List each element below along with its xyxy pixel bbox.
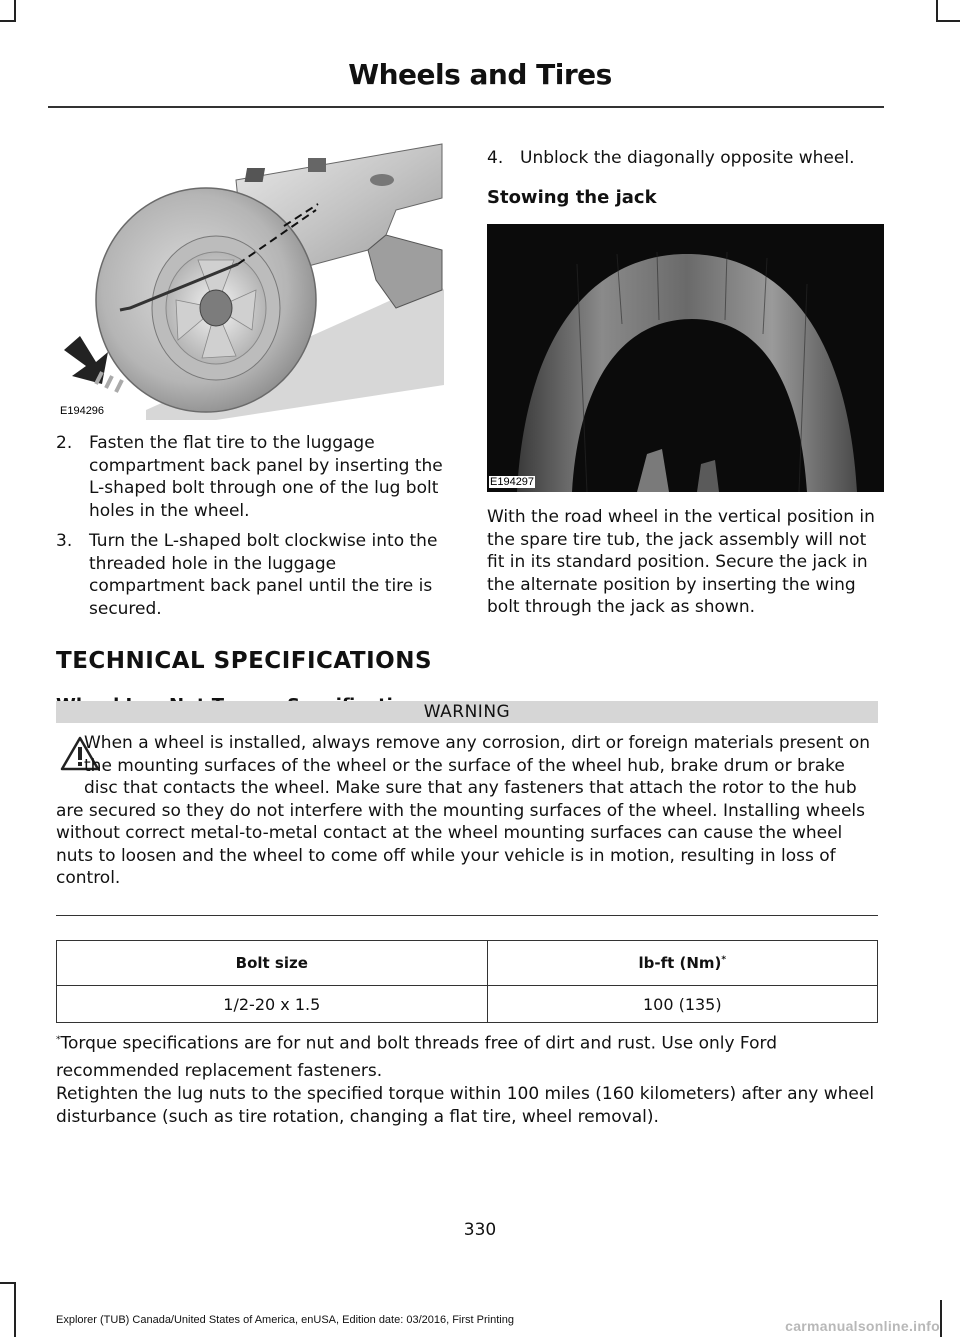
steps-list-left <box>56 432 448 628</box>
figure-id-left: E194296 <box>60 405 105 417</box>
footer-text: Explorer (TUB) Canada/United States of America, enUSA, Edition date: 03/2016, First Printing <box>56 1314 514 1326</box>
step-text: Unblock the diagonally opposite wheel. <box>520 148 855 168</box>
page-number: 330 <box>463 1220 497 1240</box>
header-divider <box>48 106 884 108</box>
crop-mark <box>14 0 16 22</box>
step-4 <box>487 148 887 168</box>
crop-mark <box>14 1282 16 1337</box>
crop-mark <box>0 20 16 22</box>
crop-mark <box>936 0 938 22</box>
list-item <box>56 432 448 522</box>
footnote-text: Torque specifications are for nut and bolt threads free of dirt and rust. Use only Ford recommended replacement fasteners. <box>56 1033 777 1081</box>
footnote <box>56 1027 886 1085</box>
table-row <box>57 986 878 1023</box>
warning-body: When a wheel is installed, always remove any corrosion, dirt or foreign materials present on the mounting surfaces of the wheel or the surface of the wheel hub, brake drum or brake disc that contacts the wheel. Make sure that any fasteners that attach the rotor to the hub are secured so they do not interfere with the mounting surfaces of the wheel. Installing wheels without correct metal-to-metal contact at the wheel mounting surfaces can cause the wheel nuts to loosen and the wheel to come off while your vehicle is in motion, resulting in loss of control. <box>56 733 871 888</box>
footnote-mark: * <box>56 1035 61 1045</box>
footnote-mark: * <box>721 955 727 965</box>
step-number: 3. <box>56 531 73 551</box>
step-number: 4. <box>487 148 504 168</box>
table-cell: 1/2-20 x 1.5 <box>57 986 488 1023</box>
list-item <box>56 530 448 620</box>
icon-spacer <box>56 732 84 796</box>
table-header-row <box>57 941 878 986</box>
section-heading: TECHNICAL SPECIFICATIONS <box>56 648 433 674</box>
page-title: Wheels and Tires <box>348 58 612 91</box>
table-cell: 100 (135) <box>487 986 877 1023</box>
stowing-heading: Stowing the jack <box>487 187 657 208</box>
column-header: lb-ft (Nm)* <box>487 941 877 986</box>
step-text: Fasten the flat tire to the luggage compartment back panel by inserting the L-shaped bolt through one of the lug bolt holes in the wheel. <box>89 433 443 521</box>
retighten-paragraph: Retighten the lug nuts to the specified torque within 100 miles (160 kilometers) after any wheel disturbance (such as tire rotation, changing a flat tire, wheel removal). <box>56 1084 875 1127</box>
spare-tire-illustration <box>56 140 444 420</box>
step-number: 2. <box>56 433 73 453</box>
warning-text <box>56 732 880 890</box>
crop-mark <box>936 20 960 22</box>
step-text: Turn the L-shaped bolt clockwise into the threaded hole in the luggage compartment back panel until the tire is secured. <box>89 531 438 619</box>
torque-spec-table <box>56 940 878 1023</box>
stowing-paragraph: With the road wheel in the vertical position in the spare tire tub, the jack assembly will not fit in its standard position. Secure the jack in the alternate position by inserting the wing bolt through the jack as shown. <box>487 507 875 617</box>
warning-divider <box>56 915 878 916</box>
crop-mark <box>0 1282 16 1284</box>
column-header: Bolt size <box>57 941 488 986</box>
warning-label: WARNING <box>56 701 878 723</box>
jack-stowing-illustration <box>487 224 884 492</box>
crop-mark <box>940 1300 942 1337</box>
figure-id-right: E194297 <box>490 476 535 488</box>
watermark: carmanualsonline.info <box>785 1318 940 1334</box>
